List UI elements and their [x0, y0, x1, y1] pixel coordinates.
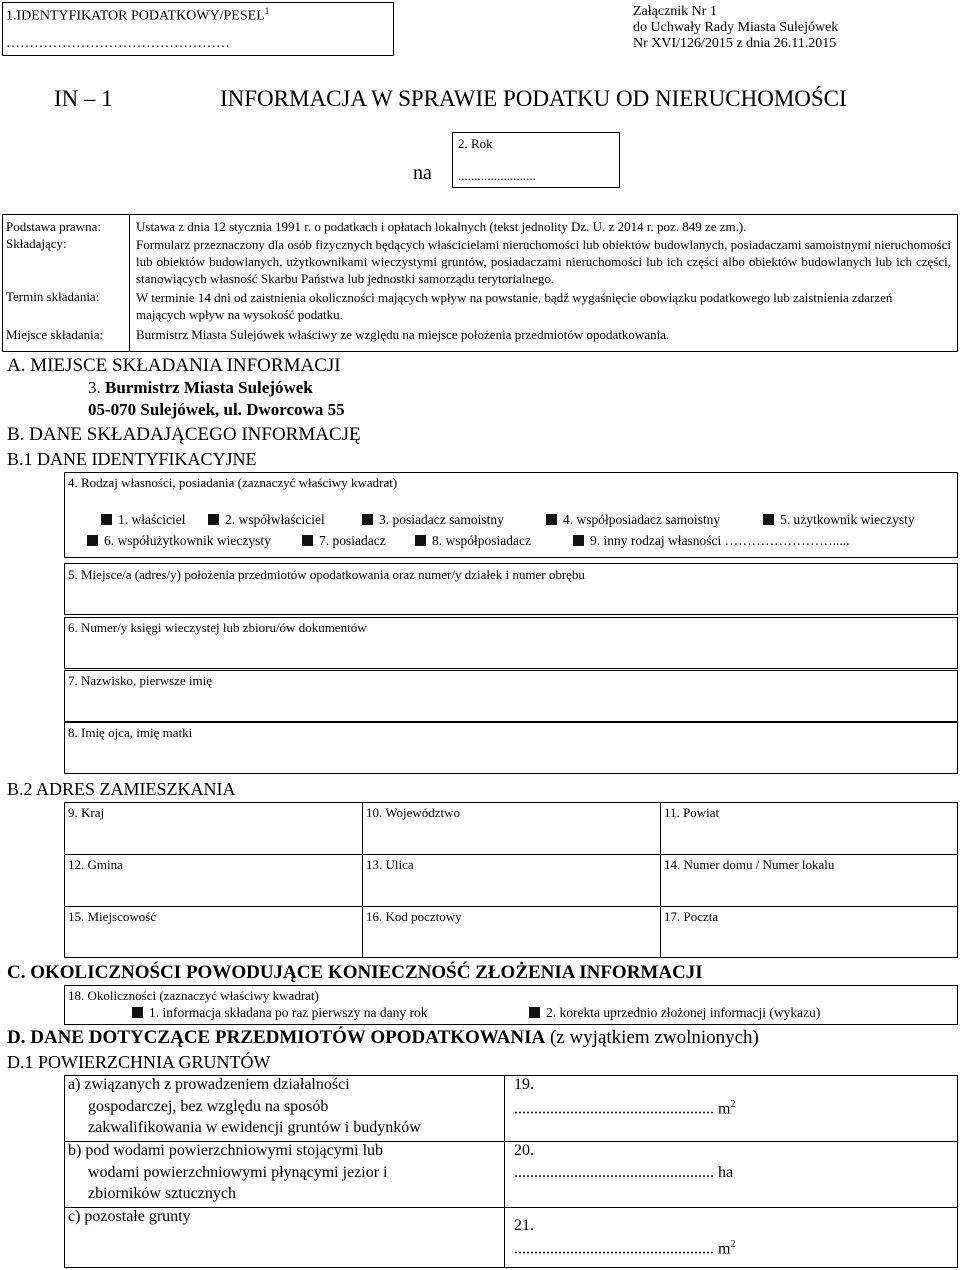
land-row-a-line-3: zakwalifikowania w ewidencji gruntów i budynków [88, 1119, 421, 1136]
field-7-label: 7. Nazwisko, pierwsze imię [68, 673, 213, 688]
field-20-number: 20. [514, 1142, 534, 1159]
pesel-dots: ………………………………………… [6, 36, 230, 51]
field-6-label: 6. Numer/y księgi wieczystej lub zbioru/ów dokumentów [68, 620, 367, 635]
option-first-submission[interactable]: 1. informacja składana po raz pierwszy na dany rok [132, 1005, 428, 1021]
option-holder[interactable]: 7. posiadacz [302, 533, 386, 549]
office-line-1: 3. Burmistrz Miasta Sulejówek [88, 378, 313, 397]
section-d1-title: D.1 POWIERZCHNIA GRUNTÓW [7, 1052, 271, 1072]
field-8-box[interactable] [64, 722, 958, 774]
office-line-2: 05-070 Sulejówek, ul. Dworcowa 55 [88, 400, 345, 419]
field-postal-code[interactable]: 16. Kod pocztowy [366, 909, 462, 924]
info-text-submitter: Formularz przeznaczony dla osób fizycznych będących właścicielami nieruchomości lub obiektów budowlanych, posiadaczami samoistnymi nieruchomości lub obiektów budowlanych, użytkownikami wieczystymi gruntów, posiadaczami nieruchomości lub ich części albo obiektów budowlanych lub ich części, stanowiących własność Skarbu Państwa lub jednostki samorządu terytorialnego. [136, 237, 951, 286]
attachment-line-3: Nr XVI/126/2015 z dnia 26.11.2015 [633, 36, 837, 51]
section-a-title: A. MIEJSCE SKŁADANIA INFORMACJI [7, 355, 341, 376]
year-dots: ........................ [458, 168, 536, 183]
info-label-legal: Podstawa prawna: [6, 219, 101, 234]
field-20-value[interactable]: .................................................. ha [514, 1164, 734, 1181]
checkbox-icon [132, 1007, 143, 1018]
field-19-value[interactable]: .................................................. $m^2$ [514, 1099, 736, 1118]
land-row-c-line-1: c) pozostałe grunty [68, 1208, 191, 1225]
land-area-divider [504, 1075, 505, 1268]
attachment-line-2: do Uchwały Rady Miasta Sulejówek [633, 20, 839, 35]
checkbox-icon [546, 514, 557, 525]
field-county[interactable]: 11. Powiat [664, 805, 720, 820]
info-label-place: Miejsce składania: [6, 327, 104, 342]
checkbox-icon [101, 514, 112, 525]
field-commune[interactable]: 12. Gmina [68, 857, 123, 872]
page-title: INFORMACJA W SPRAWIE PODATKU OD NIERUCHOMOŚCI [220, 86, 847, 111]
field-country[interactable]: 9. Kraj [68, 805, 105, 820]
field-voivodeship[interactable]: 10. Województwo [366, 805, 461, 820]
checkbox-icon [302, 535, 313, 546]
land-row-a-line-2: gospodarczej, bez względu na sposób [88, 1098, 329, 1115]
checkbox-icon [362, 514, 373, 525]
section-b2-title: B.2 ADRES ZAMIESZKANIA [7, 779, 236, 799]
land-row-b-line-2: wodami powierzchniowymi płynącymi jezior i [88, 1164, 388, 1181]
field-18-label: 18. Okoliczności (zaznaczyć właściwy kwadrat) [68, 988, 319, 1003]
option-co-perpetual-user[interactable]: 6. współużytkownik wieczysty [87, 533, 271, 549]
info-text-place: Burmistrz Miasta Sulejówek właściwy ze względu na miejsce położenia przedmiotów opodatkowania. [136, 327, 670, 342]
option-correction[interactable]: 2. korekta uprzednio złożonej informacji (wykazu) [529, 1005, 820, 1021]
year-label: 2. Rok [458, 136, 493, 151]
checkbox-icon [763, 514, 774, 525]
checkbox-icon [415, 535, 426, 546]
land-row-a-line-1: a) związanych z prowadzeniem działalności [68, 1076, 350, 1093]
field-5-label: 5. Miejsce/a (adres/y) położenia przedmiotów opodatkowania oraz numer/y działek i numer obrębu [68, 567, 585, 582]
info-label-submitter: Składający: [6, 236, 67, 251]
checkbox-icon [87, 535, 98, 546]
attachment-line-1: Załącznik Nr 1 [633, 4, 717, 19]
option-co-holder[interactable]: 8. współposiadacz [415, 533, 531, 549]
section-b-title: B. DANE SKŁADAJĄCEGO INFORMACJĘ [7, 424, 361, 445]
field-city[interactable]: 15. Miejscowość [68, 909, 157, 924]
option-independent-co-holder[interactable]: 4. współposiadacz samoistny [546, 512, 720, 528]
field-8-label: 8. Imię ojca, imię matki [68, 725, 193, 740]
other-dots: ……………………..... [724, 533, 850, 548]
info-text-legal: Ustawa z dnia 12 stycznia 1991 r. o podatkach i opłatach lokalnych (tekst jednolity Dz. U. z 2014 r. poz. 849 ze zm.). [136, 219, 747, 234]
option-other[interactable]: 9. inny rodzaj własności ……………………..... [573, 533, 849, 549]
land-area-row-line-2 [64, 1207, 958, 1208]
section-c-title: C. OKOLICZNOŚCI POWODUJĄCE KONIECZNOŚĆ ZŁOŻENIA INFORMACJI [7, 962, 703, 983]
field-4-label: 4. Rodzaj własności, posiadania (zaznaczyć właściwy kwadrat) [68, 475, 398, 490]
field-post-office[interactable]: 17. Poczta [664, 909, 719, 924]
option-independent-holder[interactable]: 3. posiadacz samoistny [362, 512, 504, 528]
section-d-title: D. DANE DOTYCZĄCE PRZEDMIOTÓW OPODATKOWANIA (z wyjątkiem zwolnionych) [7, 1027, 759, 1048]
checkbox-icon [529, 1007, 540, 1018]
section-b1-title: B.1 DANE IDENTYFIKACYJNE [7, 449, 257, 469]
land-row-b-line-1: b) pod wodami powierzchniowymi stojącymi lub [68, 1142, 384, 1159]
checkbox-icon [208, 514, 219, 525]
field-21-number: 21. [514, 1217, 534, 1234]
info-divider [129, 214, 130, 352]
na-label: na [413, 162, 432, 184]
field-street[interactable]: 13. Ulica [366, 857, 414, 872]
info-label-deadline: Termin składania: [6, 289, 100, 304]
option-owner[interactable]: 1. właściciel [101, 512, 185, 528]
field-21-value[interactable]: .................................................. $m^2$ [514, 1239, 736, 1258]
info-text-deadline: W terminie 14 dni od zaistnienia okoliczności mających wpływ na powstanie, bądź wygaśnięcie obowiązku podatkowego lub zaistnienia zdarzeń mających wpływ na wysokość podatku. [136, 290, 893, 322]
pesel-label: 1.IDENTYFIKATOR PODATKOWY/PESEL$^1$ [6, 6, 270, 24]
land-row-b-line-3: zbiorników sztucznych [88, 1185, 236, 1202]
form-code: IN – 1 [54, 86, 113, 111]
field-house-number[interactable]: 14. Numer domu / Numer lokalu [664, 857, 835, 872]
field-19-number: 19. [514, 1076, 534, 1093]
checkbox-icon [573, 535, 584, 546]
option-co-owner[interactable]: 2. współwłaściciel [208, 512, 325, 528]
option-perpetual-user[interactable]: 5. użytkownik wieczysty [763, 512, 915, 528]
